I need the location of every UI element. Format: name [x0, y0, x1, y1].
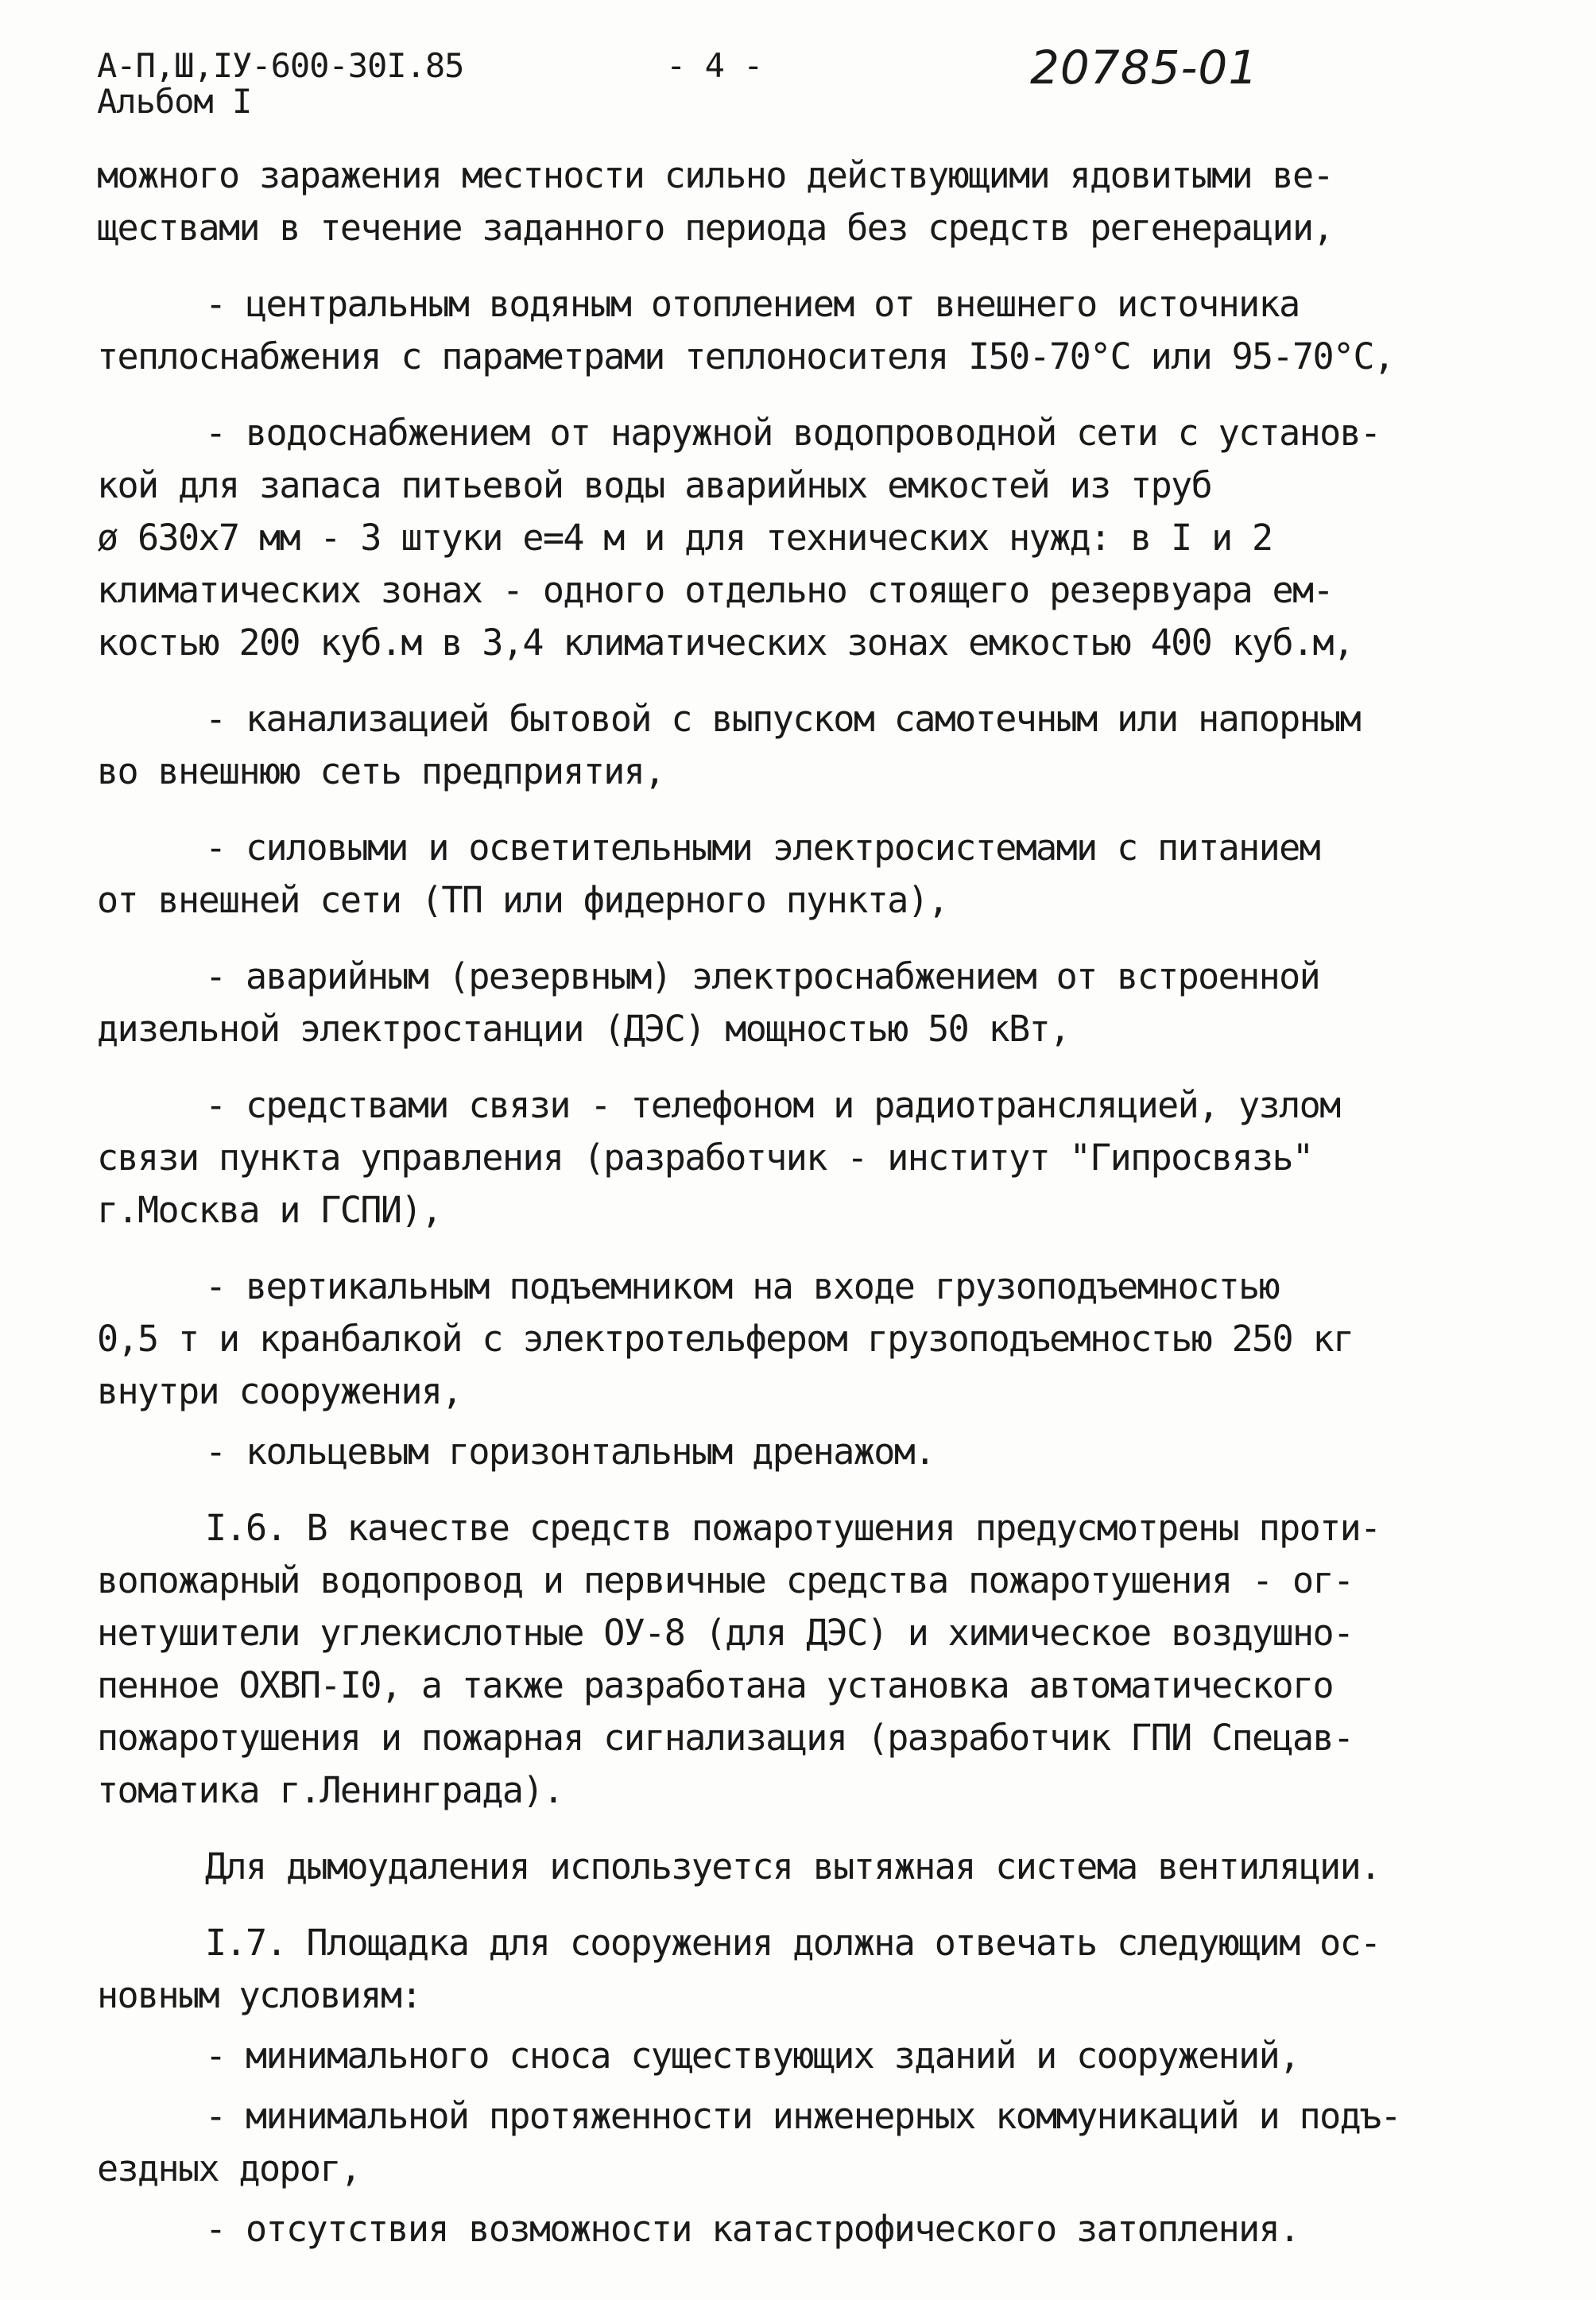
text-line: 0,5 т и кранбалкой с электротельфером грузоподъемностью 250 кг: [97, 1318, 1354, 1360]
text-line: пожаротушения и пожарная сигнализация (разработчик ГПИ Спецав-: [97, 1717, 1354, 1759]
paragraph: [97, 2203, 1528, 2255]
album-label: Альбом І: [97, 82, 252, 121]
paragraph: [97, 1917, 1528, 2022]
text-line: - кольцевым горизонтальным дренажом.: [205, 1431, 935, 1473]
text-line: - средствами связи - телефоном и радиотрансляцией, узлом: [205, 1084, 1340, 1126]
paragraph: [97, 278, 1528, 383]
document-code: А-П,Ш,ІУ-600-30І.85: [97, 46, 464, 85]
text-line: ществами в течение заданного периода без средств регенерации,: [97, 207, 1334, 249]
paragraph-gap: [97, 2022, 1528, 2030]
text-line: вопожарный водопровод и первичные средства пожаротушения - ог-: [97, 1559, 1354, 1601]
paragraph: [97, 1841, 1528, 1893]
text-line: - силовыми и осветительными электросистемами с питанием: [205, 827, 1320, 869]
paragraph-gap: [97, 1893, 1528, 1917]
paragraph: [97, 1079, 1528, 1237]
text-line: - аварийным (резервным) электроснабжением от встроенной: [205, 955, 1320, 997]
paragraph-gap: [97, 2082, 1528, 2090]
text-line: Для дымоудаления используется вытяжная система вентиляции.: [205, 1845, 1381, 1888]
paragraph-gap: [97, 1478, 1528, 1502]
text-line: г.Москва и ГСПИ),: [97, 1189, 442, 1231]
paragraph: [97, 822, 1528, 927]
text-line: от внешней сети (ТП или фидерного пункта),: [97, 879, 948, 921]
document-number: 20785-01: [1030, 41, 1259, 95]
paragraph: [97, 693, 1528, 798]
paragraph: [97, 149, 1528, 254]
text-line: - водоснабжением от наружной водопроводной сети с установ-: [205, 412, 1381, 454]
text-line: внутри сооружения,: [97, 1370, 462, 1412]
paragraph-gap: [97, 2195, 1528, 2203]
text-line: пенное ОХВП-І0, а также разработана установка автоматического: [97, 1664, 1334, 1706]
text-line: І.6. В качестве средств пожаротушения предусмотрены проти-: [205, 1507, 1381, 1549]
text-line: - вертикальным подъемником на входе грузоподъемностью: [205, 1265, 1280, 1307]
paragraph-gap: [97, 1055, 1528, 1079]
text-line: во внешнюю сеть предприятия,: [97, 750, 664, 792]
text-line: - центральным водяным отоплением от внешнего источника: [205, 283, 1300, 325]
paragraph-gap: [97, 798, 1528, 822]
paragraph-gap: [97, 383, 1528, 407]
paragraph-gap: [97, 927, 1528, 951]
page-number: - 4 -: [666, 46, 763, 85]
paragraph-gap: [97, 1418, 1528, 1426]
text-line: костью 200 куб.м в 3,4 климатических зонах емкостью 400 куб.м,: [97, 621, 1354, 664]
document-body: [97, 149, 1528, 2255]
paragraph: [97, 2090, 1528, 2195]
paragraph: [97, 1260, 1528, 1418]
text-line: - отсутствия возможности катастрофического затопления.: [205, 2208, 1300, 2250]
text-line: климатических зонах - одного отдельно стоящего резервуара ем-: [97, 569, 1334, 611]
text-line: теплоснабжения с параметрами теплоносителя І50-70°С или 95-70°С,: [97, 335, 1394, 378]
text-line: - минимального сноса существующих зданий и сооружений,: [205, 2035, 1300, 2077]
text-line: дизельной электростанции (ДЭС) мощностью 50 кВт,: [97, 1008, 1070, 1050]
text-line: - канализацией бытовой с выпуском самотечным или напорным: [205, 698, 1361, 740]
paragraph-gap: [97, 1237, 1528, 1260]
paragraph: [97, 407, 1528, 669]
text-line: - минимальной протяженности инженерных коммуникаций и подъ-: [205, 2095, 1401, 2137]
text-line: связи пункта управления (разработчик - институт "Гипросвязь": [97, 1136, 1313, 1179]
paragraph-gap: [97, 254, 1528, 278]
text-line: ø 630х7 мм - 3 штуки е=4 м и для технических нужд: в І и 2: [97, 517, 1273, 559]
text-line: нетушители углекислотные ОУ-8 (для ДЭС) и химическое воздушно-: [97, 1612, 1354, 1654]
paragraph: [97, 1502, 1528, 1817]
paragraph: [97, 2030, 1528, 2082]
text-line: новным условиям:: [97, 1974, 421, 2016]
text-line: І.7. Площадка для сооружения должна отвечать следующим ос-: [205, 1922, 1381, 1964]
paragraph: [97, 1426, 1528, 1478]
text-line: кой для запаса питьевой воды аварийных емкостей из труб: [97, 464, 1212, 506]
paragraph-gap: [97, 669, 1528, 693]
paragraph: [97, 951, 1528, 1055]
text-line: можного заражения местности сильно действующими ядовитыми ве-: [97, 154, 1334, 196]
text-line: томатика г.Ленинграда).: [97, 1769, 564, 1811]
text-line: ездных дорог,: [97, 2147, 361, 2190]
paragraph-gap: [97, 1817, 1528, 1841]
